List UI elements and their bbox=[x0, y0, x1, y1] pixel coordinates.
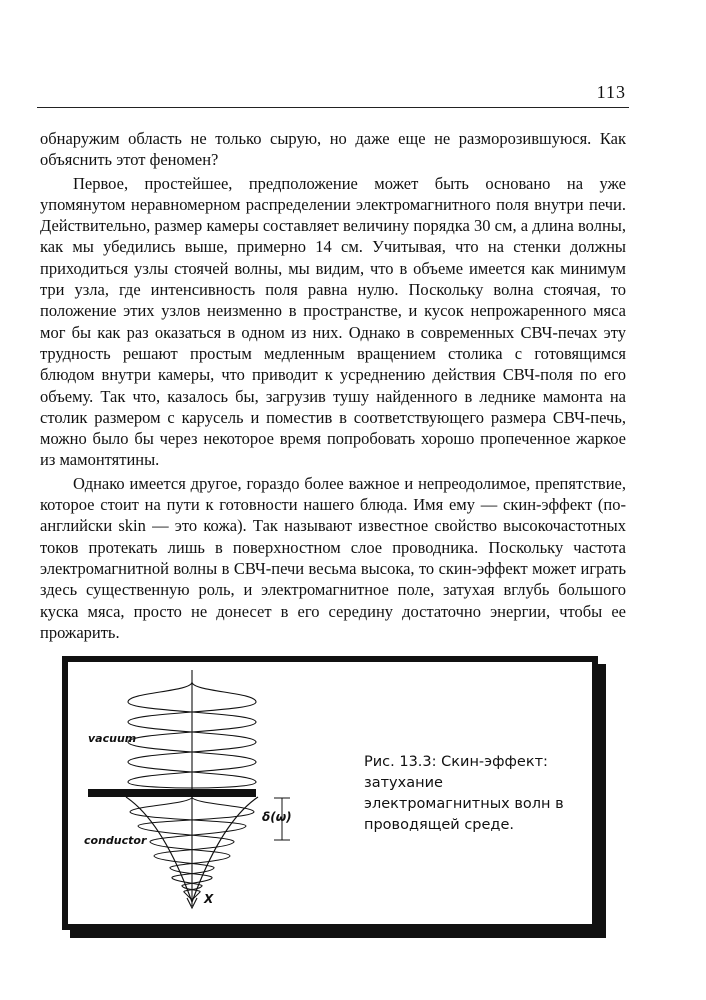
paragraph-skin-effect: Однако имеется другое, гораздо более важное и непреодолимое, препятствие, которое стоит на пути к готовности нашего блюда. Имя ему — скин-эффект (по-английски skin — это кожа). Так называют известное свойство высокочастотных токов протекать лишь в поверхностном слое проводника. Поскольку частота электромагнитной волны в СВЧ-печи весьма высока, то скин-эффект может играть здесь существенную роль, и электромагнитное поле, затухая вглубь большого куска мяса, просто не донесет в его середину достаточно энергии, чтобы ее прожарить. bbox=[40, 473, 626, 642]
figure-caption bbox=[364, 752, 584, 836]
x-axis-label: X bbox=[204, 892, 214, 906]
caption-line: затухание bbox=[364, 775, 443, 791]
body-text bbox=[40, 128, 626, 643]
paragraph-continued: обнаружим область не только сырую, но даже еще не разморозившуюся. Как объяснить этот феномен? bbox=[40, 129, 626, 170]
vacuum-label: vacuum bbox=[88, 732, 137, 745]
page-number: 113 bbox=[596, 82, 626, 102]
paragraph-first-assumption: Первое, простейшее, предположение может быть основано на уже упомянутом неравномерном распределении электромагнитного поля внутри печи. Действительно, размер камеры составляет величину порядка 30 см, а длина волны, как мы убедились выше, примерно 14 см. Учитывая, что на стенки должны приходиться узлы стоячей волны, мы видим, что в объеме имеется как минимум три узла, где интенсивность поля равна нулю. Поскольку волна стоячая, то положение этих узлов неизменно в пространстве, и кусок непрожаренного мяса мог бы как раз оказаться в одном из них. Однако в современных СВЧ-печах эту трудность решают простым медленным вращением столика с готовящимся блюдом внутри камеры, что приводит к усреднению действия СВЧ-поля по его объему. Так что, казалось бы, загрузив тушу найденного в леднике мамонта на столик размером с карусель и поместив в соответствующего размера СВЧ-печь, можно было бы через некоторое время попробовать хорошо пропеченное жаркое из мамонтятины. bbox=[40, 173, 626, 470]
figure-frame bbox=[62, 656, 598, 930]
depth-label: δ(ω) bbox=[262, 810, 292, 824]
caption-line: Рис. 13.3: Скин-эффект: bbox=[364, 754, 548, 770]
caption-line: проводящей среде. bbox=[364, 817, 514, 833]
conductor-wave-back bbox=[138, 797, 254, 900]
conductor-wave bbox=[130, 797, 246, 900]
conductor-label: conductor bbox=[84, 834, 147, 847]
header-rule bbox=[37, 107, 629, 108]
conductor-surface bbox=[88, 789, 256, 797]
caption-line: электромагнитных волн в bbox=[364, 796, 564, 812]
